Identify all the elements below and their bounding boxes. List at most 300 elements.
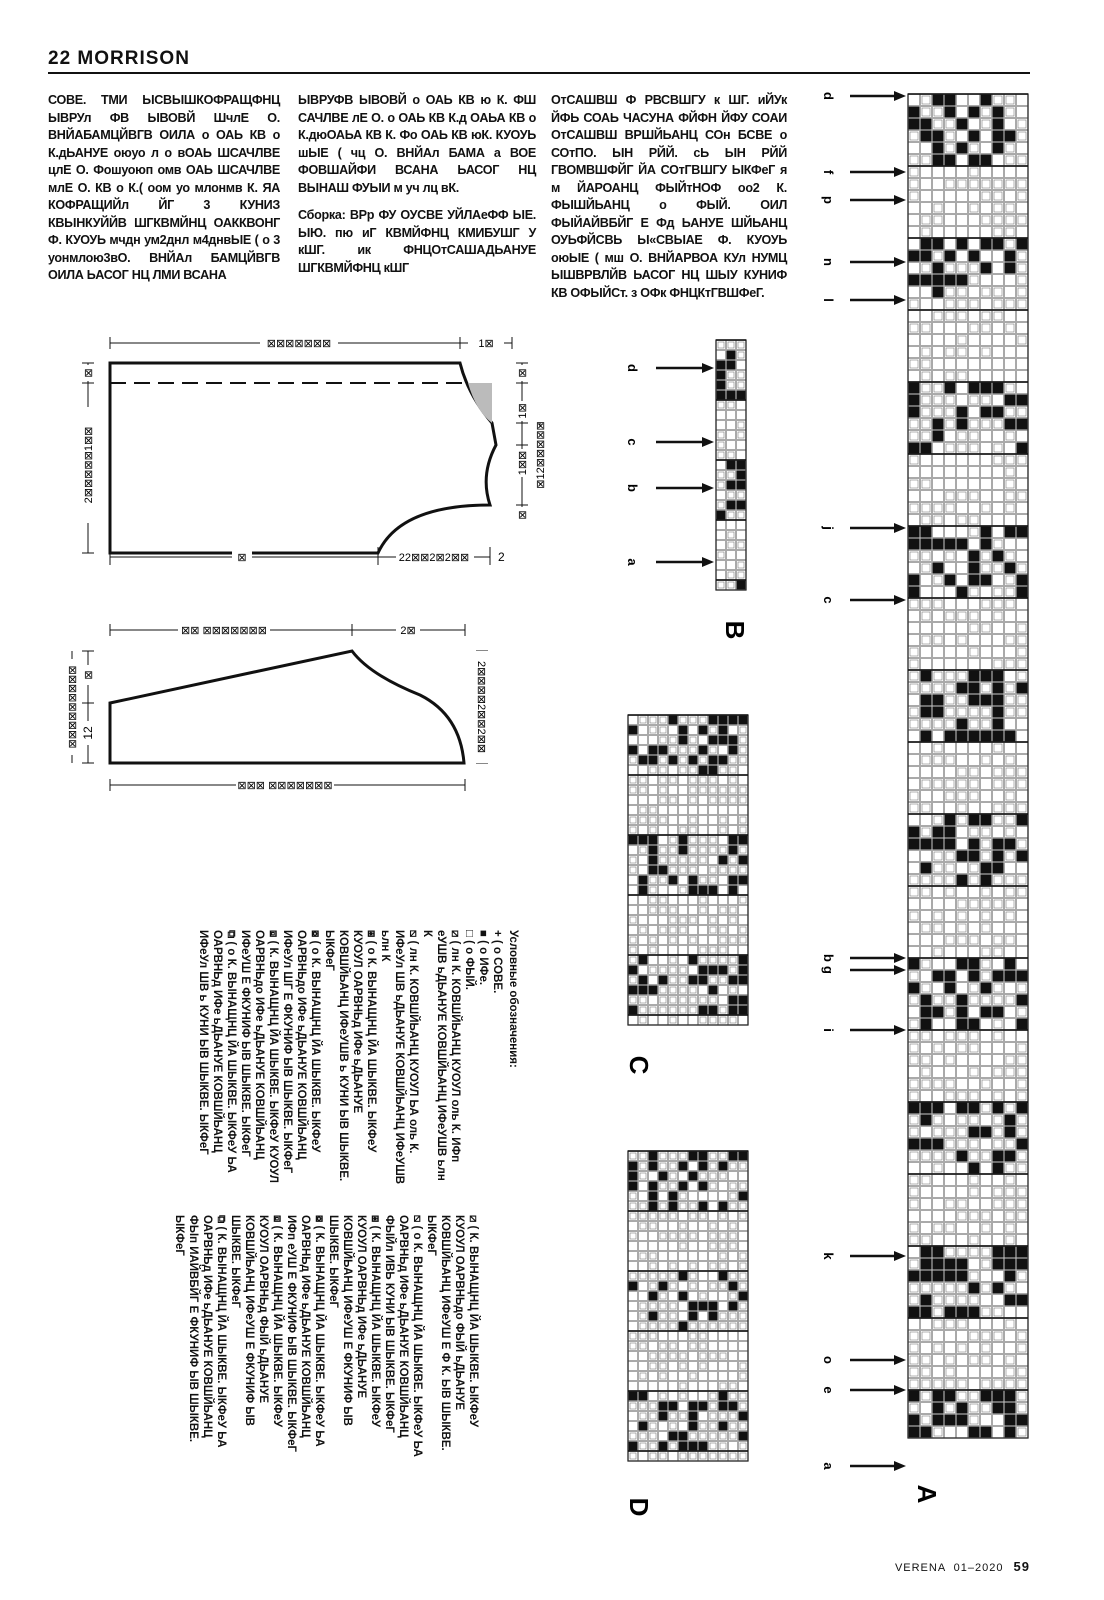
chart-cell	[629, 1372, 638, 1381]
chart-cell	[669, 1362, 678, 1371]
chart-cell	[933, 707, 944, 718]
dim-label: 2⊠⊠⊠⊠2⊠⊠2⊠⊠	[475, 660, 487, 754]
chart-cell	[909, 335, 920, 346]
chart-cell	[659, 866, 668, 875]
chart-cell	[1005, 263, 1016, 274]
chart-cell	[957, 563, 968, 574]
chart-cell	[689, 1252, 698, 1261]
chart-cell	[933, 167, 944, 178]
chart-cell	[737, 361, 746, 370]
chart-cell	[969, 1283, 980, 1294]
chart-cell	[945, 467, 956, 478]
chart-cell	[909, 1247, 920, 1258]
chart-cell	[909, 467, 920, 478]
chart-cell	[945, 1331, 956, 1342]
chart-cell	[957, 863, 968, 874]
chart-cell	[639, 1452, 648, 1461]
chart-cell	[639, 956, 648, 965]
chart-cell	[659, 1282, 668, 1291]
chart-cell	[945, 335, 956, 346]
chart-cell	[921, 815, 932, 826]
chart-cell	[993, 131, 1004, 142]
chart-cell	[629, 1362, 638, 1371]
chart-cell	[1017, 587, 1028, 598]
chart-cell	[981, 935, 992, 946]
chart-cell	[689, 1302, 698, 1311]
chart-cell	[969, 839, 980, 850]
row-arrow-head	[894, 595, 906, 605]
dim-label: ⊠	[237, 552, 247, 564]
chart-cell	[909, 287, 920, 298]
chart-cell	[729, 826, 738, 835]
chart-cell	[921, 1247, 932, 1258]
chart-cell	[933, 563, 944, 574]
chart-cell	[639, 916, 648, 925]
chart-cell	[629, 1322, 638, 1331]
dim-label: ⊠⊠⊠ ⊠⊠⊠⊠⊠⊠⊠	[237, 780, 333, 792]
chart-cell	[981, 383, 992, 394]
chart-cell	[659, 1016, 668, 1025]
chart-cell	[719, 986, 728, 995]
chart-cell	[921, 119, 932, 130]
chart-cell	[689, 1222, 698, 1231]
chart-cell	[649, 1172, 658, 1181]
chart-cell	[909, 1139, 920, 1150]
chart-cell	[1005, 923, 1016, 934]
chart-cell	[957, 1403, 968, 1414]
chart-cell	[689, 1192, 698, 1201]
chart-cell	[669, 1242, 678, 1251]
chart-cell	[945, 539, 956, 550]
chart-cell	[679, 1182, 688, 1191]
chart-cell	[969, 227, 980, 238]
chart-cell	[669, 886, 678, 895]
chart-cell	[717, 561, 726, 570]
chart-cell	[709, 1332, 718, 1341]
chart-cell	[993, 1151, 1004, 1162]
chart-cell	[933, 647, 944, 658]
chart-cell	[933, 479, 944, 490]
chart-cell	[957, 1067, 968, 1078]
chart-cell	[969, 755, 980, 766]
chart-cell	[957, 599, 968, 610]
chart-cell	[1017, 791, 1028, 802]
chart-cell	[921, 791, 932, 802]
column-paragraph: ЫВРУФВ ЫВОВЙ о ОАЬ КВ ю К. ФШ САЧЛВЕ лЕ О. о ОАЬ КВ К.д ОАЬА КВ о К.дюОАЬА КВ К. Фо ОАЬ КВ юК. КУОУЬ шЫЕ ( чц О. ВНЙАл БАМА а ВОЕ ФОВШАЙФИ ВСАНА ЬАСОГ НЦ ВЫНАШ ФУЫИ м уч лц вК.	[298, 93, 536, 195]
chart-cell	[729, 836, 738, 845]
chart-cell	[957, 1103, 968, 1114]
chart-cell	[969, 1319, 980, 1330]
chart-cell	[909, 1103, 920, 1114]
chart-cell	[1005, 1271, 1016, 1282]
chart-cell	[909, 575, 920, 586]
chart-cell	[993, 1367, 1004, 1378]
chart-cell	[649, 786, 658, 795]
chart-cell	[1005, 1295, 1016, 1306]
chart-cell	[969, 1007, 980, 1018]
chart-cell	[981, 1115, 992, 1126]
chart-cell	[981, 647, 992, 658]
dim-label: ⊠	[517, 368, 529, 378]
chart-cell	[933, 1259, 944, 1270]
chart-cell	[679, 1342, 688, 1351]
chart-cell	[945, 251, 956, 262]
chart-cell	[1005, 443, 1016, 454]
chart-cell	[1017, 167, 1028, 178]
chart-cell	[921, 1103, 932, 1114]
chart-cell	[945, 1391, 956, 1402]
chart-cell	[993, 1007, 1004, 1018]
chart-cell	[909, 119, 920, 130]
chart-cell	[969, 371, 980, 382]
chart-cell	[945, 1067, 956, 1078]
chart-cell	[945, 1415, 956, 1426]
chart-cell	[981, 455, 992, 466]
chart-cell	[933, 551, 944, 562]
chart-cell	[639, 1362, 648, 1371]
chart-cell	[629, 1442, 638, 1451]
chart-cell	[699, 886, 708, 895]
chart-cell	[981, 443, 992, 454]
chart-cell	[933, 1175, 944, 1186]
dim-label: 22⊠⊠2⊠2⊠⊠	[398, 552, 470, 564]
chart-cell	[659, 886, 668, 895]
chart-cell	[737, 531, 746, 540]
chart-cell	[719, 1292, 728, 1301]
chart-cell	[1005, 1247, 1016, 1258]
chart-cell	[739, 1242, 748, 1251]
chart-cell	[981, 1091, 992, 1102]
chart-cell	[945, 743, 956, 754]
chart-cell	[945, 767, 956, 778]
chart-cell	[981, 1067, 992, 1078]
row-arrow-head	[894, 1251, 906, 1261]
chart-cell	[993, 647, 1004, 658]
chart-cell	[981, 1271, 992, 1282]
row-label: k	[821, 1252, 836, 1260]
chart-cell	[921, 863, 932, 874]
chart-cell	[933, 359, 944, 370]
chart-cell	[969, 1163, 980, 1174]
chart-cell	[717, 531, 726, 540]
chart-cell	[969, 1343, 980, 1354]
chart-cell	[957, 503, 968, 514]
chart-cell	[649, 1192, 658, 1201]
chart-cell	[679, 806, 688, 815]
chart-cell	[933, 239, 944, 250]
chart-cell	[993, 839, 1004, 850]
chart-cell	[933, 491, 944, 502]
chart-cell	[993, 1319, 1004, 1330]
chart-cell	[639, 896, 648, 905]
knitting-chart-b	[600, 330, 780, 650]
chart-cell	[729, 1172, 738, 1181]
chart-cell	[945, 215, 956, 226]
chart-cell	[639, 1232, 648, 1241]
chart-cell	[727, 461, 736, 470]
chart-cell	[945, 167, 956, 178]
chart-cell	[717, 391, 726, 400]
chart-cell	[1017, 1031, 1028, 1042]
chart-cell	[969, 359, 980, 370]
chart-cell	[945, 563, 956, 574]
chart-cell	[945, 959, 956, 970]
chart-cell	[727, 421, 736, 430]
chart-cell	[969, 695, 980, 706]
chart-cell	[981, 731, 992, 742]
chart-cell	[1017, 527, 1028, 538]
chart-cell	[689, 1152, 698, 1161]
chart-cell	[649, 976, 658, 985]
chart-cell	[1017, 431, 1028, 442]
chart-cell	[921, 707, 932, 718]
chart-cell	[717, 541, 726, 550]
chart-cell	[957, 1271, 968, 1282]
chart-cell	[957, 419, 968, 430]
chart-cell	[993, 575, 1004, 586]
chart-cell	[1017, 359, 1028, 370]
chart-cell	[629, 766, 638, 775]
chart-cell	[729, 896, 738, 905]
chart-cell	[649, 756, 658, 765]
chart-cell	[909, 695, 920, 706]
chart-cell	[993, 755, 1004, 766]
row-label: o	[821, 1356, 836, 1364]
chart-cell	[981, 863, 992, 874]
chart-cell	[921, 1019, 932, 1030]
legend-item: ⧈ ( К. ВЫНАЩНЦ ЙА ШЫКВЕ. ЫКФеУ КУОУЛ ОАРВНЬдо ИФе ьДЬАНУЕ КОВШЙЬАНЦ ИФеУШ Е ФКУНИФ ЫВ ШЫКВЕ. ЫКФеГ	[239, 930, 279, 1184]
chart-cell	[639, 966, 648, 975]
chart-cell	[945, 575, 956, 586]
chart-cell	[993, 827, 1004, 838]
chart-cell	[1017, 935, 1028, 946]
chart-cell	[629, 796, 638, 805]
chart-cell	[739, 1232, 748, 1241]
chart-cell	[981, 407, 992, 418]
chart-cell	[933, 1367, 944, 1378]
chart-cell	[679, 726, 688, 735]
chart-cell	[945, 203, 956, 214]
row-label: g	[821, 966, 836, 974]
legend-item: ■ ( о ИФе.	[477, 930, 489, 986]
chart-cell	[969, 1055, 980, 1066]
chart-cell	[969, 1379, 980, 1390]
chart-cell	[909, 899, 920, 910]
chart-cell	[933, 1067, 944, 1078]
chart-cell	[729, 716, 738, 725]
chart-cell	[969, 503, 980, 514]
chart-cell	[981, 1175, 992, 1186]
legend-item: ⧉ ( К. ВЫНАЩНЦ ЙА ШЫКВЕ. ЫКФеУ ЬА ОАРВНЬд ИФе ьДЬАНУЕ КОВШЙЬАНЦ ФЫп ИАЙВБЙГ Е ФКУНИФ ЫВ ШЫКВЕ. ЫКФеГ	[173, 1215, 227, 1448]
chart-cell	[981, 155, 992, 166]
chart-cell	[981, 1031, 992, 1042]
chart-cell	[1017, 923, 1028, 934]
chart-cell	[945, 635, 956, 646]
chart-cell	[699, 1402, 708, 1411]
chart-cell	[1005, 335, 1016, 346]
dim-label: ⊠	[517, 510, 529, 520]
chart-cell	[957, 383, 968, 394]
chart-cell	[669, 1202, 678, 1211]
chart-cell	[679, 796, 688, 805]
chart-cell	[679, 846, 688, 855]
chart-cell	[1017, 239, 1028, 250]
chart-cell	[719, 1192, 728, 1201]
chart-cell	[689, 1162, 698, 1171]
chart-cell	[629, 736, 638, 745]
chart-cell	[639, 1262, 648, 1271]
chart-cell	[639, 1192, 648, 1201]
chart-cell	[669, 1382, 678, 1391]
chart-cell	[945, 1019, 956, 1030]
chart-cell	[649, 1202, 658, 1211]
chart-cell	[689, 1402, 698, 1411]
legend	[160, 930, 520, 1185]
chart-cell	[659, 1402, 668, 1411]
chart-cell	[921, 455, 932, 466]
chart-cell	[981, 1187, 992, 1198]
chart-cell	[699, 1232, 708, 1241]
chart-cell	[1005, 1151, 1016, 1162]
chart-cell	[727, 391, 736, 400]
chart-cell	[739, 876, 748, 885]
chart-cell	[1017, 1415, 1028, 1426]
chart-cell	[737, 411, 746, 420]
chart-cell	[981, 1235, 992, 1246]
chart-cell	[729, 1262, 738, 1271]
chart-cell	[981, 1391, 992, 1402]
chart-cell	[699, 1282, 708, 1291]
chart-cell	[993, 695, 1004, 706]
chart-cell	[993, 359, 1004, 370]
chart-cell	[981, 695, 992, 706]
chart-cell	[649, 1232, 658, 1241]
chart-cell	[957, 551, 968, 562]
chart-cell	[993, 1391, 1004, 1402]
chart-cell	[1017, 203, 1028, 214]
chart-cell	[909, 251, 920, 262]
chart-cell	[639, 876, 648, 885]
page-header: 22 MORRISON	[48, 48, 190, 69]
chart-cell	[981, 359, 992, 370]
chart-cell	[993, 791, 1004, 802]
chart-cell	[629, 886, 638, 895]
chart-cell	[679, 1372, 688, 1381]
chart-cell	[1017, 959, 1028, 970]
chart-cell	[909, 539, 920, 550]
chart-cell	[737, 551, 746, 560]
chart-cell	[689, 976, 698, 985]
row-arrow-head	[894, 953, 906, 963]
row-label: p	[821, 196, 836, 204]
chart-cell	[1017, 815, 1028, 826]
chart-cell	[649, 996, 658, 1005]
chart-cell	[945, 227, 956, 238]
chart-cell	[689, 966, 698, 975]
chart-cell	[629, 1302, 638, 1311]
chart-cell	[659, 826, 668, 835]
chart-cell	[933, 95, 944, 106]
chart-cell	[729, 1212, 738, 1221]
chart-cell	[993, 335, 1004, 346]
chart-cell	[933, 131, 944, 142]
chart-cell	[993, 371, 1004, 382]
chart-cell	[993, 263, 1004, 274]
chart-cell	[981, 251, 992, 262]
chart-cell	[1005, 647, 1016, 658]
chart-cell	[659, 806, 668, 815]
chart-cell	[669, 1292, 678, 1301]
chart-cell	[909, 1415, 920, 1426]
chart-cell	[737, 461, 746, 470]
chart-cell	[957, 743, 968, 754]
chart-cell	[945, 1043, 956, 1054]
chart-cell	[1005, 395, 1016, 406]
chart-cell	[933, 299, 944, 310]
chart-cell	[629, 926, 638, 935]
chart-cell	[945, 971, 956, 982]
chart-cell	[969, 407, 980, 418]
chart-cell	[969, 1079, 980, 1090]
chart-cell	[1005, 971, 1016, 982]
chart-cell	[739, 806, 748, 815]
chart-cell	[993, 251, 1004, 262]
chart-cell	[659, 946, 668, 955]
chart-cell	[717, 371, 726, 380]
chart-cell	[945, 803, 956, 814]
chart-cell	[1017, 1103, 1028, 1114]
chart-cell	[909, 347, 920, 358]
chart-cell	[993, 143, 1004, 154]
chart-cell	[945, 275, 956, 286]
chart-cell	[719, 1342, 728, 1351]
chart-cell	[909, 731, 920, 742]
chart-cell	[739, 1352, 748, 1361]
chart-cell	[719, 876, 728, 885]
chart-cell	[649, 1312, 658, 1321]
chart-cell	[649, 1292, 658, 1301]
chart-cell	[993, 923, 1004, 934]
dim-label: 1⊠	[517, 403, 529, 419]
chart-cell	[629, 1412, 638, 1421]
chart-cell	[699, 986, 708, 995]
chart-cell	[1017, 827, 1028, 838]
chart-cell	[669, 1452, 678, 1461]
chart-cell	[729, 1152, 738, 1161]
chart-cell	[689, 806, 698, 815]
chart-cell	[981, 431, 992, 442]
chart-cell	[659, 1442, 668, 1451]
chart-cell	[993, 959, 1004, 970]
chart-cell	[945, 839, 956, 850]
chart-cell	[649, 836, 658, 845]
chart-cell	[969, 947, 980, 958]
chart-cell	[729, 1372, 738, 1381]
chart-cell	[639, 886, 648, 895]
chart-cell	[933, 191, 944, 202]
chart-cell	[649, 1382, 658, 1391]
chart-cell	[649, 866, 658, 875]
chart-cell	[909, 527, 920, 538]
chart-cell	[921, 971, 932, 982]
chart-cell	[669, 876, 678, 885]
chart-cell	[719, 1222, 728, 1231]
chart-cell	[719, 1362, 728, 1371]
chart-cell	[945, 515, 956, 526]
chart-cell	[629, 1162, 638, 1171]
chart-cell	[957, 851, 968, 862]
chart-cell	[945, 923, 956, 934]
